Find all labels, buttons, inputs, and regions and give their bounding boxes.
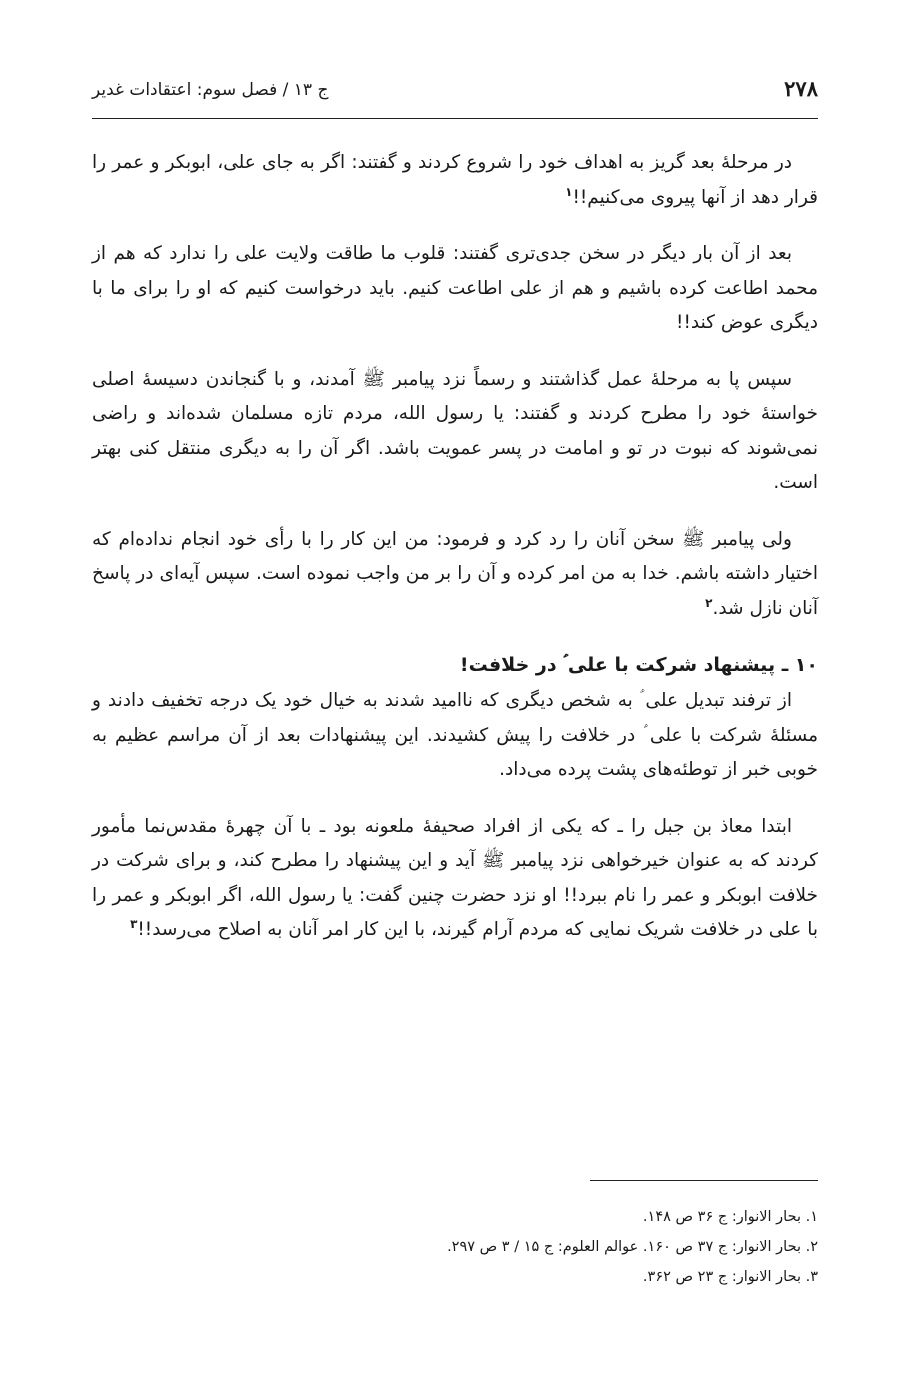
paragraph-3 xyxy=(92,363,818,501)
footnote-2: ۲. بحار الانوار: ج ۳۷ ص ۱۶۰. عوالم العلوم: ج ۱۵ / ۳ ص ۲۹۷. xyxy=(447,1239,818,1255)
paragraph-1 xyxy=(92,146,818,215)
footnote-1: ۱. بحار الانوار: ج ۳۶ ص ۱۴۸. xyxy=(642,1209,818,1225)
section-heading: ۱۰ ـ پیشنهاد شرکت با علی ؑ در خلافت! xyxy=(459,654,818,676)
footnote-3: ۳. بحار الانوار: ج ۲۳ ص ۳۶۲. xyxy=(642,1269,818,1285)
paragraph-text: در مرحلهٔ بعد گریز به اهداف خود را شروع کردند و گفتند: اگر به جای علی، ابوبکر و عمر را قرار دهد از آنها پیروی می‌کنیم!! xyxy=(92,152,818,208)
book-page xyxy=(92,0,818,1390)
footnotes xyxy=(92,1202,818,1292)
body-text xyxy=(92,146,818,970)
footnote-ref: ۳ xyxy=(130,916,138,931)
paragraph-text: ابتدا معاذ بن جبل را ـ که یکی از افراد صحیفهٔ ملعونه بود ـ با آن چهرهٔ مقدس‌نما مأمور کردند که به عنوان خیرخواهی نزد پیامبر ﷺ آید و این پیشنهاد را مطرح کند، و برای شرکت در خلافت ابوبکر و عمر را نام ببرد!! او نزد حضرت چنین گفت: یا رسول الله، اگر ابوبکر و عمر را با علی در خلافت شریک نمایی که مردم آرام گیرند، با این کار امر آنان به اصلاح می‌رسد!! xyxy=(92,815,818,940)
page-number: ۲۷۸ xyxy=(784,76,818,101)
paragraph-text: از ترفند تبدیل علی ؑ به شخص دیگری که ناامید شدند به خیال خود یک درجه تخفیف دادند و مسئلهٔ شرکت با علی ؑ در خلافت را پیش کشیدند. این پیشنهادات بعد از آن مراسم عظیم به خوبی خبر از توطئه‌های پشت پرده می‌داد. xyxy=(92,690,818,780)
page-header xyxy=(92,72,818,119)
footnote-ref: ۲ xyxy=(705,595,713,610)
paragraph-text: ولی پیامبر ﷺ سخن آنان را رد کرد و فرمود: من این کار را با رأی خود انجام نداده‌ام که اختیار داشته باشم. خدا به من امر کرده و آن را بر من واجب نموده است. سپس آیه‌ای در پاسخ آنان نازل شد. xyxy=(92,528,818,619)
paragraph-5 xyxy=(92,684,818,788)
paragraph-text: سپس پا به مرحلهٔ عمل گذاشتند و رسماً نزد پیامبر ﷺ آمدند، و با گنجاندن دسیسهٔ اصلی خواستهٔ خود را مطرح کردند و گفتند: یا رسول الله، مردم تازه مسلمان شده‌اند و راضی نمی‌شوند که نبوت در تو و امامت در پسر عمویت باشد. اگر آن را به دیگری منتقل کنی بهتر است. xyxy=(92,368,818,493)
paragraph-2 xyxy=(92,237,818,341)
running-title: ج ۱۳ / فصل سوم: اعتقادات غدیر xyxy=(92,80,329,100)
footnote-ref: ۱ xyxy=(565,184,573,199)
paragraph-text: بعد از آن بار دیگر در سخن جدی‌تری گفتند: قلوب ما طاقت ولایت علی را ندارد که هم از محمد اطاعت کرده باشیم و هم از علی اطاعت کنیم. باید درخواست کنیم که او را برای ما با دیگری عوض کند!! xyxy=(92,243,818,333)
footnote-divider xyxy=(590,1180,818,1181)
paragraph-6 xyxy=(92,810,818,948)
paragraph-4 xyxy=(92,523,818,627)
